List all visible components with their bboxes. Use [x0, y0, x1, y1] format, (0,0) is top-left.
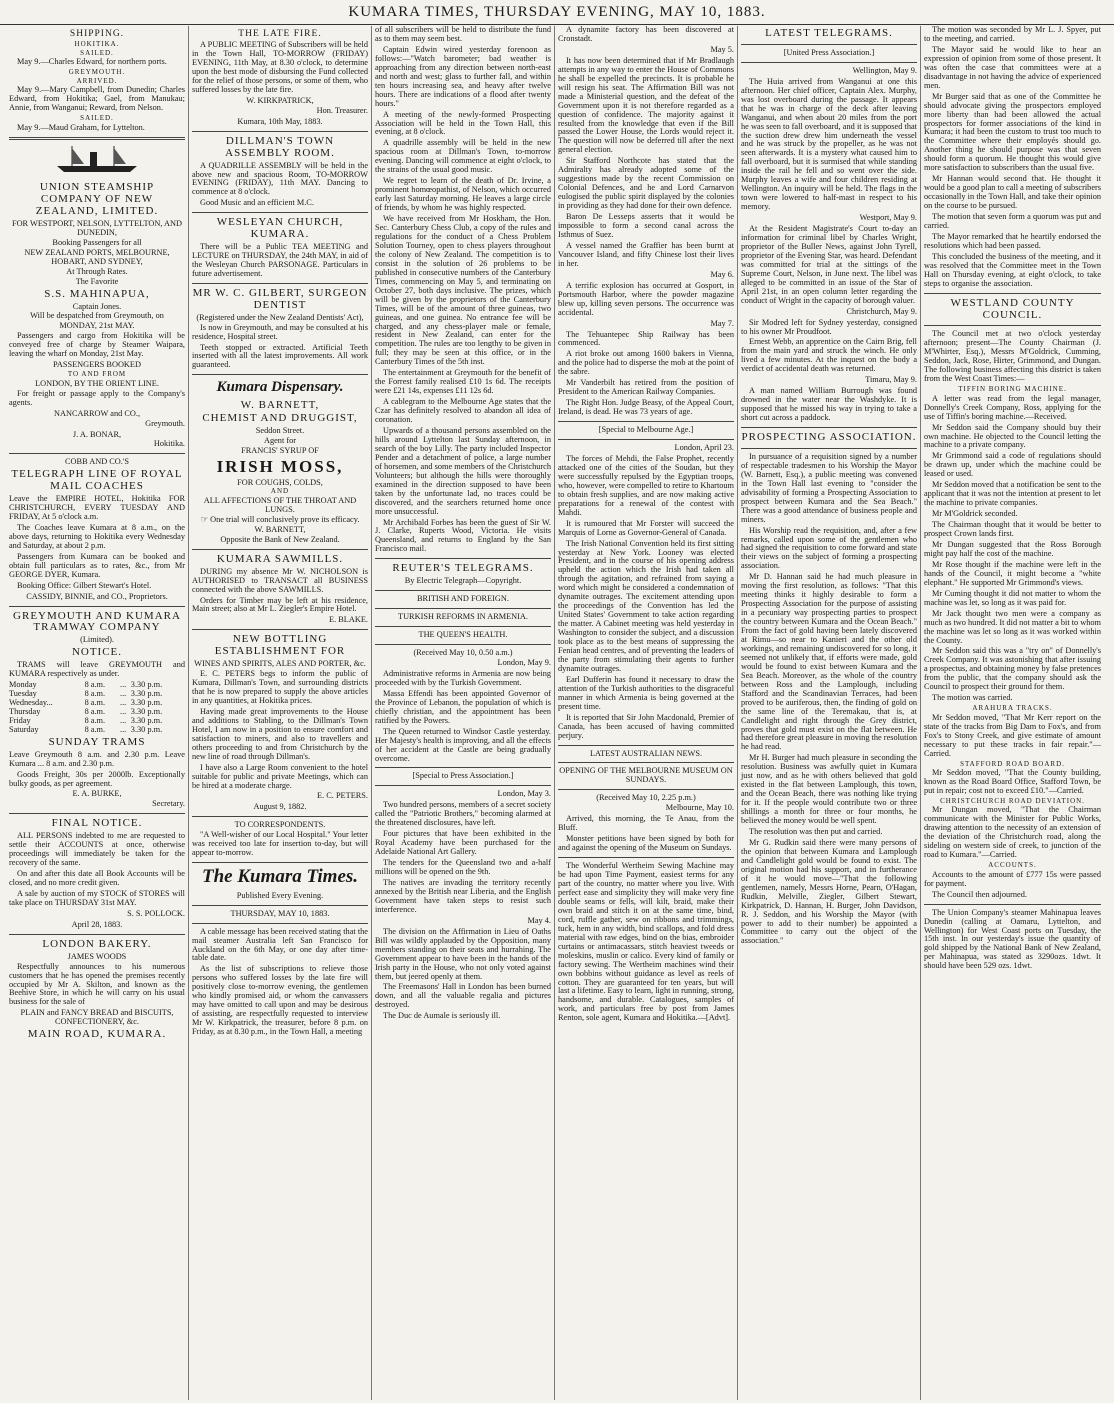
- paragraph: DURING my absence Mr W. NICHOLSON is AUTHORISED to TRANSACT all BUSINESS connected with the above SAWMILLS.: [192, 566, 368, 594]
- text: Captain Jones.: [72, 301, 122, 311]
- paragraph: Monster petitions have been signed by both for and against the opening of the Museum on Sundays.: [558, 834, 734, 853]
- union-title: UNION STEAMSHIP COMPANY OF NEW ZEALAND, LIMITED.: [35, 181, 159, 218]
- cell: ...: [120, 724, 127, 734]
- paragraph: The division on the Affirmation in Lieu of Oaths Bill was wildly applauded by the Opposition, many members standing on their seats and hurrahing. The Government appear to have been in the hands of the Irish party in the House, who not only voted against them, but jeered openly at them.: [375, 926, 551, 981]
- irish-moss-heading: IRISH MOSS,: [216, 457, 344, 477]
- divider: [9, 934, 185, 935]
- paragraph: A dynamite factory has been discovered at Cronstadt.: [558, 26, 734, 43]
- text: W. BARNETT,: [240, 398, 320, 411]
- newspaper-page: [6, 26, 1108, 1400]
- paragraph: The motion was carried.: [932, 693, 1013, 703]
- paragraph: Four pictures that have been exhibited in the Royal Academy have been purchased for the Adelaide National Art Gallery.: [375, 829, 551, 857]
- paragraph: A sale by auction of my STOCK of STORES will take place on THURSDAY 31st MAY.: [9, 888, 185, 907]
- paragraph: Mr D. Hannan said he had much pleasure in moving the first resolution, as follows: "That this meeting thinks it highly desirable to form a Prospecting Association for the purpose of assisting in a pecuniary way prospecting parties to prospect the country between Kumara and the Ocean Beach." From the fact of gold having been lately discovered at Rimu—so near to Kanieri and the other old workings, and remaining undiscovered for so long, it seemed not unlikely that, if efforts were made, gold would be found to exist between Kumara and the Sea Beach. Moreover, as the whole of the country between Ross and the Lamplough, including Stafford and the Scandinavian Terraces, had been proved to be auriferous, then, the finding of gold on the same line of the Teremakau, that is, at Candlelight and right through the Grey district, proves that gold must exist on the flat between. He had therefore great pleasure in moving the resolution he had read.: [741, 572, 917, 752]
- text: [Special to Melbourne Age.]: [598, 425, 694, 435]
- text: August 9, 1882.: [253, 802, 307, 812]
- subheading: CHRISTCHURCH ROAD DEVIATION.: [940, 796, 1085, 805]
- paragraph: His Worship read the requisition, and, after a few remarks, called upon some of the gentlemen who had signed the requisition to come forward and state their views on the subject of forming a prospecting association.: [741, 525, 917, 571]
- paper-title: The Kumara Times.: [201, 866, 359, 888]
- divider: [192, 212, 368, 213]
- divider: [375, 590, 551, 591]
- paragraph: The Right Hon. Judge Beasy, of the Appeal Court, Ireland, is dead. He was 73 years of age.: [558, 398, 734, 417]
- subheading: SAILED.: [80, 114, 114, 123]
- paragraph: Baron De Lesseps asserts that it would be impossible to form a second canal across the Isthmus of Suez.: [558, 212, 734, 239]
- text: W. BARNETT,: [254, 524, 306, 534]
- text: AND: [270, 487, 290, 496]
- divider: [375, 626, 551, 627]
- cell: 8 a.m.: [84, 689, 106, 699]
- subheading: ARAHURA TRACKS.: [972, 704, 1053, 713]
- paragraph: Two hundred persons, members of a secret society called the "Patriotic Brothers," becoming alarmed at the threatened disclosures, have left.: [375, 800, 551, 828]
- paragraph: The motion was seconded by Mr L. J. Spyer, put to the meeting, and carried.: [924, 26, 1101, 43]
- divider: [192, 923, 368, 924]
- subheading: STAFFORD ROAD BOARD.: [960, 759, 1065, 768]
- dispensary-heading: Kumara Dispensary.: [216, 379, 344, 396]
- divider: [558, 857, 734, 858]
- subheading: HOKITIKA.: [74, 40, 120, 49]
- paragraph: The resolution was then put and carried.: [749, 827, 883, 836]
- tram-title: GREYMOUTH AND KUMARA TRAMWAY COMPANY: [13, 609, 181, 634]
- text: BRITISH AND FOREIGN.: [417, 594, 509, 604]
- cell: Saturday: [9, 724, 39, 734]
- column-2: [189, 26, 372, 1400]
- paragraph: It is rumoured that Mr Forster will succeed the Marquis of Lorne as Governor-General of Canada.: [558, 518, 734, 537]
- divider: [924, 904, 1101, 905]
- paragraph: In pursuance of a requisition signed by a number of respectable tradesmen to his Worship the Mayor (W. Barnett, Esq.), a public meeting was convened in the Town Hall last evening to "consider the advisability of forming a Prospecting Association to prospect between Kumara and the Sea Beach." There was a good attendance of business people and miners.: [741, 451, 917, 524]
- paragraph: Mr Seddon moved that a notification be sent to the applicant that it was not the intention at present to let the machine to private companies.: [924, 480, 1101, 508]
- paragraph: Arrived, this morning, the Te Anau, from the Bluff.: [558, 814, 734, 833]
- divider: [558, 745, 734, 746]
- sunday-heading: SUNDAY TRAMS: [48, 735, 146, 748]
- paragraph: Sir Stafford Northcote has stated that the Admiralty has already adopted some of the suggestions made by the recent Commission on Colonial Defences, and he and Lord Carnarvon eulogised the public spirit displayed by the colonies in providing as they had done for their own defence.: [558, 156, 734, 211]
- paragraph: Earl Dufferin has found it necessary to draw the attention of the Turkish authorities to the disgraceful manner in which Armenia is being governed at the present time.: [558, 674, 734, 711]
- cell: 8 a.m.: [84, 724, 106, 734]
- text: [Special to Press Association.]: [412, 771, 514, 781]
- paragraph: Upwards of a thousand persons assembled on the hills around Lyttelton last Sunday afternoon, in search of the boy Lilly. The party included Inspector Pender and a detachment of police, a large number of horsemen, and some members of the Christchurch Volunteers; but although the hills were thoroughly examined in the direction supposed to have been taken by the unfortunate lad, no traces could be discovered, and the searchers returned home once more unsuccessful.: [375, 425, 551, 516]
- notice-heading: NOTICE.: [71, 646, 123, 659]
- dateline: Timaru, May 9.: [865, 375, 917, 385]
- text: S. S. POLLOCK.: [127, 908, 185, 918]
- paragraph: For freight or passage apply to the Company's agents.: [9, 388, 185, 407]
- cell: 3.30 p.m.: [130, 697, 163, 707]
- paragraph: Passengers from Kumara can be booked and obtain full particulars as to rates, &c., from Mr GEORGE DYER, Kumara.: [9, 551, 185, 579]
- paragraph: We have received from Mr Hoskham, the Hon. Sec. Canterbury Chess Club, a copy of the rules and regulations for the conduct of a Chess Problem Solution Tourney, open to chess players throughout the colony of New Zealand. The competition is to consist in the solution of 26 problems to be published in consecutive numbers of the Canterbury Times, commencing on May 5, and terminating on October 27, both days inclusive. The prizes, which will be given by the proprietors of the Canterbury Times, will be of the amount of three guineas, two guineas, and one guinea. No entrance fee will be charged, and any chess-player male or female, resident in New Zealand, can enter for the competition. The rules are too lengthy to be given in full; they may be seen at this office, or in the Canterbury Times of the 5th inst.: [375, 214, 551, 367]
- divider: [558, 789, 734, 790]
- text: Seddon Street.: [255, 426, 305, 436]
- text: NANCARROW and CO.,: [53, 408, 141, 418]
- text: (Received May 10, 0.50 a.m.): [413, 648, 513, 658]
- text: LONDON, BY THE ORIENT LINE.: [35, 378, 159, 388]
- column-3: [372, 26, 555, 1400]
- paragraph: Good Music and an efficient M.C.: [200, 198, 314, 208]
- text: FOR WESTPORT, NELSON, LYTTELTON, AND DUNEDIN,: [11, 218, 183, 237]
- column-6: [921, 26, 1104, 1400]
- late-fire-heading: THE LATE FIRE.: [238, 29, 322, 39]
- paragraph: A riot broke out among 1600 bakers in Vienna, and the police had to disperse the mob at the point of the sabre.: [558, 349, 734, 377]
- subheading: TIFFIN BORING MACHINE.: [958, 385, 1067, 394]
- paragraph: Teeth stopped or extracted. Artificial Teeth inserted with all the latest improvements. All work guaranteed.: [192, 342, 368, 370]
- cell: ...: [120, 680, 127, 690]
- text: W. KIRKPATRICK,: [246, 95, 314, 105]
- correspondents-heading: TO CORRESPONDENTS.: [234, 820, 326, 830]
- paragraph: A cablegram to the Melbourne Age states that the Czar has definitely resolved to abandon all idea of coronation.: [375, 397, 551, 425]
- cell: 3.30 p.m.: [130, 706, 163, 716]
- paragraph: The Union Company's steamer Mahinapua leaves Dunedin (calling at Oamaru, Lyttelton, and Wellington) for West Coast ports on Tuesday, the 15th inst. In our yesterday's issue the quantity of gold shipped by the National Bank of New Zealand, per Mahinapua, was stated as 3290ozs. 1dwt. It should have been 529 ozs. 1dwt.: [924, 907, 1101, 971]
- divider: [192, 131, 368, 132]
- paragraph: Mr Dungan moved, "That the Chairman communicate with the Minister for Public Works, drawing attention to the necessity of an extension of the deviation of the Christchurch road, along the sideling on western side of creek, to junction of the road to Kumara."—Carried.: [924, 805, 1101, 860]
- cell: 3.30 p.m.: [130, 715, 163, 725]
- text: CASSIDY, BINNIE, and CO., Proprietors.: [26, 591, 168, 601]
- paragraph: May 9.—Charles Edward, for northern ports.: [17, 57, 167, 67]
- paragraph: The Chairman thought that it would be better to prospect Crown lands first.: [924, 520, 1101, 539]
- steamship-icon: [9, 144, 185, 180]
- dateline: May 5.: [710, 44, 734, 54]
- cell: Friday: [9, 715, 31, 725]
- paragraph: Ernest Webb, an apprentice on the Cairn Brig, fell from the main yard and struck the winch. He only lived a few minutes. At the inquest on the body a verdict of accidental death was returned.: [741, 337, 917, 374]
- reuter-heading: REUTER'S TELEGRAMS.: [392, 562, 534, 575]
- divider: [192, 905, 368, 906]
- paragraph: Accounts to the amount of £777 15s were passed for payment.: [924, 869, 1101, 888]
- text: Kumara, 10th May, 1883.: [237, 116, 323, 126]
- text: Hon. Treasurer.: [316, 105, 368, 115]
- subheading: SAILED.: [80, 48, 114, 57]
- text: Will be despatched from Greymouth, on: [30, 311, 164, 321]
- divider: [558, 439, 734, 440]
- australian-news-heading: LATEST AUSTRALIAN NEWS.: [589, 748, 703, 758]
- text: TURKISH REFORMS IN ARMENIA.: [398, 612, 528, 622]
- text: PLAIN and FANCY BREAD and BISCUITS, CONFECTIONERY, &c.: [20, 1008, 174, 1027]
- text: CHEMIST AND DRUGGIST,: [202, 412, 358, 425]
- text: (Received May 10, 2.25 p.m.): [596, 793, 696, 803]
- cell: ...: [120, 706, 127, 716]
- divider: [9, 606, 185, 607]
- text: FRANCIS' SYRUP OF: [241, 446, 319, 456]
- county-council-heading: WESTLAND COUNTY COUNCIL.: [950, 296, 1075, 321]
- text: OPENING OF THE MELBOURNE MUSEUM ON SUNDAYS.: [559, 766, 733, 785]
- ship-name: S.S. MAHINAPUA,: [44, 287, 150, 300]
- paragraph: Mr Seddon moved, "That the County building, known as the Road Board Office, Stafford Town, be put in repair; cost not to exceed £10."—Carried.: [924, 768, 1101, 795]
- text: WINES AND SPIRITS, ALES AND PORTER, &c.: [194, 659, 366, 669]
- paragraph: Mr M'Goldrick seconded.: [932, 509, 1018, 519]
- paragraph: ALL PERSONS indebted to me are requested to settle their ACCOUNTS at once, otherwise proceedings will immediately be taken for the recovery of the same.: [9, 831, 185, 868]
- text: Booking Passengers for all: [52, 237, 142, 247]
- text: MONDAY, 21st MAY.: [59, 321, 135, 331]
- divider: [192, 816, 368, 817]
- cell: Monday: [9, 680, 37, 690]
- paragraph: There will be a Public TEA MEETING and LECTURE on THURSDAY, the 24th MAY, in aid of the Wesleyan Church PARSONAGE. Particulars in future advertisement.: [192, 242, 368, 278]
- text: COBB AND CO.'S: [65, 457, 129, 467]
- paragraph: Mr Jack thought two men were a company as much as two hundred. It did not matter a bit to whom the machine was let so long as it was worked within the County.: [924, 608, 1101, 645]
- dateline: Wellington, May 9.: [852, 65, 917, 75]
- paragraph: Mr Seddon said this was a "try on" of Donnelly's Creek Company. It was astonishing that after issuing a prospectus, and obtaining money by false pretences from the public, that the company should ask the Council to prospect their ground for them.: [924, 646, 1101, 692]
- dillman-heading: DILLMAN'S TOWN ASSEMBLY ROOM.: [225, 134, 335, 159]
- dateline: Christchurch, May 9.: [846, 306, 917, 316]
- paragraph: The Duc de Aumale is seriously ill.: [383, 1011, 501, 1021]
- text: THE QUEEN'S HEALTH.: [418, 630, 508, 640]
- paragraph: Mr Seddon said the Company should buy their own machine. He objected to the Council letting the machine to a private company.: [924, 422, 1101, 450]
- divider: [192, 629, 368, 630]
- paragraph: This concluded the business of the meeting, and it was resolved that the Committee meet in the Town Hall on Thursday evening, at eight o'clock, to take steps to organise the association.: [924, 251, 1101, 288]
- subheading: ARRIVED.: [76, 76, 118, 85]
- paragraph: Respectfully announces to his numerous customers that he has opened the premises recently occupied by Mr A. Skilton, and known as the Beehive Store, in which he will carry on his usual business for the sale of: [9, 961, 185, 1007]
- divider: [741, 44, 917, 45]
- column-5: [738, 26, 921, 1400]
- address: MAIN ROAD, KUMARA.: [27, 1028, 167, 1041]
- text: Agent for: [263, 436, 297, 446]
- divider: [375, 767, 551, 768]
- divider: [192, 374, 368, 375]
- paragraph: Leave the EMPIRE HOTEL, Hokitika FOR CHRISTCHURCH, EVERY TUESDAY AND FRIDAY, At 5 o'clock a.m.: [9, 494, 185, 522]
- paragraph: Passengers and cargo from Hokitika will be conveyed free of charge by Steamer Waipara, leaving the wharf on Monday, 21st May.: [9, 331, 185, 359]
- divider: [192, 862, 368, 863]
- subheading: GREYMOUTH.: [68, 68, 126, 77]
- dateline: Westport, May 9.: [859, 213, 917, 223]
- divider: [924, 293, 1101, 294]
- paragraph: Mr Hannan would second that. He thought it would be a good plan to call a meeting of subscribers occasionally in the Town Hall, and take their opinion on the course to be pursued.: [924, 174, 1101, 211]
- divider: [741, 62, 917, 63]
- paragraph: The forces of Mehdi, the False Prophet, recently attacked one of the cities of the Soudan, but they were successfully repulsed by the Egyptian troops, who, however, were compelled to retire to Khartoum to obtain fresh supplies, and are now making active preparations for a renewal of the contest with Mahdi.: [558, 453, 734, 517]
- paragraph: TRAMS will leave GREYMOUTH and KUMARA respectively as under.: [9, 660, 185, 679]
- cell: 8 a.m.: [84, 706, 106, 716]
- paragraph: At the Resident Magistrate's Court to-day an information for criminal libel by Charles Wright, proprietor of the Buller News, against John Tyrell, proprietor of the Evening Star, was heard. Defendant was committed for trial at the sittings of the Supreme Court, Nelson, in June next. The libel was alleged to be committed in an issue of the Star of April 21st, in an open column letter regarding the conduct of Wright in the capacity of borough valuer.: [741, 224, 917, 305]
- column-1: [6, 26, 189, 1400]
- tram-table: [9, 681, 185, 735]
- divider: [375, 608, 551, 609]
- table-row: [9, 726, 185, 735]
- cell: ...: [120, 715, 127, 725]
- paragraph: of all subscribers will be held to distribute the fund as to them may seem best.: [375, 26, 551, 43]
- cell: 3.30 p.m.: [130, 724, 163, 734]
- paragraph: The Council then adjourned.: [932, 889, 1027, 899]
- paragraph: Administrative reforms in Armenia are now being proceeded with by the Turkish Government.: [375, 668, 551, 687]
- paragraph: A quadrille assembly will be held in the new spacious room at Dillman's Town, to-morrow evening. Dancing will commence at eight o'clock, to the strains of the usual good music.: [375, 138, 551, 175]
- paragraph: The Queen returned to Windsor Castle yesterday. Her Majesty's health is improving, and all the effects of her accident at the Castle are being gradually overcome.: [375, 726, 551, 763]
- paragraph: Mr Dungan suggested that the Ross Borough might pay half the cost of the machine.: [924, 540, 1101, 558]
- text: Published Every Evening.: [236, 890, 324, 900]
- pointing-hand-icon: ☞: [200, 514, 211, 524]
- text: The Favorite: [75, 276, 119, 286]
- paragraph: The Huia arrived from Wanganui at one this afternoon. Her chief officer, Captain Alex. Murphy, was lost overboard during the passage. It appears that he was in charge of the deck after leaving Wanganui, and when about 20 miles from the port he was seen to fall overboard, and it is supposed that the suction drew drew him underneath the vessel and he was struck by the propeller, as he was not seen afterwards. It is a mystery what caused him to fall overboard, but it is surmised that while standing inside the rail he fell and so went over the side. Murphy leaves a wife and four children residing at Wellington. An inquiry will be held. The flags in the town were lowered to half-mast in respect to his memory.: [741, 76, 917, 212]
- cell: 3.30 p.m.: [130, 680, 163, 690]
- text: NEW ZEALAND PORTS, MELBOURNE, HOBART, AND SYDNEY,: [24, 247, 170, 266]
- paragraph: It is reported that Sir John Macdonald, Premier of Canada, has been accused of having committed perjury.: [558, 712, 734, 740]
- paragraph: A letter was read from the legal manager, Donnelly's Creek Company, Ross, applying for the use of Tiffin's boring machine.—Received.: [924, 393, 1101, 421]
- paragraph: E. C. PETERS begs to inform the public of Kumara, Dillman's Town, and surrounding districts that he is now prepared to supply the above articles in any quantities, at Hokitika prices.: [192, 669, 368, 705]
- paragraph: Sir Modred left for Sydney yesterday, consigned to his owner Mr Proudfoot.: [741, 317, 917, 336]
- cell: ...: [120, 689, 127, 699]
- text: JAMES WOODS: [67, 951, 127, 961]
- paragraph: We regret to learn of the death of Dr. Irvine, a prominent homœopathist, of Nelson, which occurred early last Saturday morning. He leaves a large circle of friends, by whom he was highly respected.: [375, 176, 551, 213]
- paragraph: Mr Seddon moved, "That Mr Kerr report on the state of the tracks from Big Dam to Fox's, and from Fox's to Stony Creek, and give estimate of amount necessary to put these tracks in fair repair."—Carried.: [924, 712, 1101, 758]
- london-bakery-heading: LONDON BAKERY.: [42, 937, 152, 950]
- paragraph: Is now in Greymouth, and may be consulted at his residence, Hospital street.: [192, 322, 368, 341]
- paragraph: May 9.—Maud Graham, for Lyttelton.: [17, 122, 145, 132]
- paragraph: Captain Edwin wired yesterday forenoon as follows:—"Watch barometer; bad weather is approaching from any direction between north-east and north and west; glass to further fall, and within ten hours increasing sea, and heavy after twelve hours. There are indications of a flood after twenty hours.": [375, 44, 551, 108]
- paragraph: As the list of subscriptions to relieve those persons who suffered losses by the late fire will positively close to-morrow evening, the gentlemen who kindly promised aid, or whom the canvassers may have omitted to call upon and may be desirous of assisting, are respectfully requested to interview Mr W. Kirkpatrick, the treasurer, before 8 p.m. on Friday, as at 8.30 p.m., in the Town Hall, a meeting: [192, 964, 368, 1037]
- paragraph: Mr G. Rudkin said there were many persons of the opinion that between Kumara and Lamplough and Candlelight gold would be found to exist. The original motion had his support, and in furtherance of it he would move—"That the following gentlemen, namely, Messrs Horne, Pearn, O'Hagan, Rudkin, Melville, Ziegler, Gilbert Stewart, Kirkpatrick, D. Hannan, H. Burger, John Davidson, R. J. Seddon, and his Worship the Mayor (with power to add to their number) be appointed a Committee to carry out the object of the association.": [741, 837, 917, 946]
- divider: [741, 448, 917, 449]
- latest-telegrams-heading: LATEST TELEGRAMS.: [765, 27, 893, 39]
- dateline: London, May 3.: [497, 789, 551, 799]
- cell: Tuesday: [9, 689, 37, 699]
- text: Hokitika.: [153, 439, 185, 449]
- paragraph: The Irish National Convention held its first sitting yesterday at New York. Looney was elected President, and in the course of his opening address upheld the action which the Irish had taken all through the agitation, and refrained from saying a word which might be considered a condemnation of dynamite outrages. The excitement attending upon the proceedings of the Convention has led the United States' Government to take action regarding the matter. A Cabinet meeting was held yesterday in Washington to consider the subject, and a discussion took place as to the best means of suppressing the Fenian head centres, and of preventing the leaders of the party from stimulating their agents to further dynamite outrages.: [558, 538, 734, 673]
- text: April 28, 1883.: [71, 919, 123, 929]
- text: PASSENGERS BOOKED: [53, 360, 141, 370]
- final-notice-heading: FINAL NOTICE.: [51, 817, 143, 830]
- shipping-heading: SHIPPING.: [69, 29, 125, 39]
- cell: 8 a.m.: [84, 715, 106, 725]
- paragraph: A QUADRILLE ASSEMBLY will be held in the above new and spacious Room, TO-MORROW EVENING (FRIDAY), 11th MAY. Dancing to commence at 8 o'clock.: [192, 160, 368, 197]
- cell: ...: [120, 697, 127, 707]
- paragraph: Mr Archibald Forbes has been the guest of Sir W. J. Clarke, Ruperts Wood, Victoria. He visits Queensland, and returns to England by the San Francisco mail.: [375, 517, 551, 554]
- dateline: London, May 9.: [497, 657, 551, 667]
- paragraph: The Mayor remarked that he heartily endorsed the resolutions which had been passed.: [924, 231, 1101, 250]
- cell: 3.30 p.m.: [130, 689, 163, 699]
- paragraph: Mr Grimmond said a code of regulations should be drawn up, under which the machine could be leased or used.: [924, 451, 1101, 479]
- paragraph: The tenders for the Queensland two and a-half millions will be opened on the 9th.: [375, 858, 551, 877]
- divider: [558, 421, 734, 422]
- paragraph: Mr Cuming thought it did not matter to whom the machine was let, so long as it was paid for.: [924, 588, 1101, 607]
- paragraph: The Wonderful Wertheim Sewing Machine may be had upon Time Payment, easiest terms for any part of the country, no matter where you live. With perfect ease and simplicity they will make very fine double seams or fells, will kilt, braid, make their own braid and stitch it on at the same time, bind, cord, ruffle gather, sew on ribbons and trimmings, tuck, hem in any width, bind scallops, and fold dress material with raw edges, bind on the bias, embroider curtains or antimacassars, stitch heaviest tweeds or moleskins, muslin or calico. Every kind of family or factory sewing. The Wertheim machines wind their own bobbins without guidance as level as reels of cotton. They are guaranteed for ten years, but will last a lifetime. Easy to learn, light in running, strong, handsome, and durable. Catalogues, samples of work, and particulars free by post from James Renton, sole agent, Kumara and Hokitika.—[Advt].: [558, 861, 734, 1023]
- paragraph: Booking Office: Gilbert Stewart's Hotel.: [17, 580, 152, 590]
- text: (Limited).: [80, 635, 114, 645]
- paragraph: The Freemasons' Hall in London has been burned down, and all the valuable regalia and pictures destroyed.: [375, 982, 551, 1010]
- paragraph: A cable message has been received stating that the mail steamer Australia left San Francisco for Auckland on the 6th May, or one day after time-table date.: [192, 926, 368, 963]
- text: THURSDAY, MAY 10, 1883.: [230, 908, 330, 918]
- subheading: TO AND FROM: [67, 370, 127, 379]
- text: E. BLAKE.: [329, 615, 368, 625]
- cell: Thursday: [9, 706, 41, 716]
- paragraph: A man named William Burrough was found drowned in the water near the Washdyke. It is supposed that he missed his way in trying to take a short cut across a paddock.: [741, 386, 917, 423]
- text: One trial will conclusively prove its efficacy.: [210, 514, 360, 524]
- paragraph: The natives are invading the territory recently annexed by the British near Liberia, and the English Government have taken steps to resist such interference.: [375, 877, 551, 914]
- paragraph: The Mayor said he would like to hear an expression of opinion from some of those present. It was often the case that committees were at a disadvantage in not having the advice of experienced men.: [924, 44, 1101, 90]
- text: Opposite the Bank of New Zealand.: [220, 534, 340, 544]
- wesleyan-heading: WESLEYAN CHURCH, KUMARA.: [216, 216, 344, 241]
- paragraph: Massa Effendi has been appointed Governor of the Province of Lebanon, the population of which is chiefly christian, and the appointment has been ratified by the Powers.: [375, 688, 551, 725]
- divider: [375, 785, 551, 786]
- dateline: London, April 23.: [674, 443, 734, 453]
- text: ALL AFFECTIONS OF THE THROAT AND LUNGS.: [203, 496, 357, 514]
- paragraph: The Tehuantepec Ship Railway has been commenced.: [558, 329, 734, 348]
- paragraph: A terrific explosion has occurred at Gosport, in Portsmouth Harbor, where the powder magazine blew up, killing seven persons. The occurrence was accidental.: [558, 280, 734, 317]
- paragraph: Orders for Timber may be left at his residence, Main street; also at Mr L. Ziegler's Empire Hotel.: [192, 595, 368, 614]
- divider: [192, 283, 368, 284]
- subheading: ACCOUNTS.: [988, 861, 1037, 870]
- paragraph: "A Well-wisher of our Local Hospital." Your letter was received too late for insertion to-day, but will appear to-morrow.: [192, 830, 368, 858]
- cell: 8 a.m.: [84, 680, 106, 690]
- text: J. A. BONAR,: [72, 429, 122, 439]
- paragraph: The Council met at two o'clock yesterday afternoon; present—The County Chairman (J. M'Whirter, Esq.), Messrs M'Goldrick, Cumming, Seddon, Jack, Rose, Hirter, Grimmond, and Dungan. The following business affecting this district is taken from the West Coast Times:—: [924, 329, 1101, 384]
- bottling-heading: NEW BOTTLING ESTABLISHMENT FOR: [214, 633, 346, 658]
- paragraph: A meeting of the newly-formed Prospecting Association will be held in the Town Hall, this evening, at 8 o'clock.: [375, 109, 551, 137]
- paragraph: Mr Rose thought if the machine were left in the hands of the Council, it might become a "white elephant." He supported Mr Grimmond's views.: [924, 559, 1101, 587]
- dateline: Melbourne, May 10.: [665, 803, 734, 813]
- paragraph: Having made great improvements to the House and additions to Stabling, to the Dillman's Town Hotel, I am now in a position to ensure comfort and satisfaction to miners, and also to travellers and others proceeding to and from Christchurch by the new line of road through Dillman's.: [192, 706, 368, 761]
- paragraph: I have also a Large Room convenient to the hotel suitable for public and private Meetings, which can be hired at a moderate charge.: [192, 762, 368, 790]
- paragraph: Leave Greymouth 8 a.m. and 2.30 p.m. Leave Kumara ... 8 a.m. and 2.30 p.m.: [9, 749, 185, 768]
- paragraph: Mr H. Burger had much pleasure in seconding the resolution. Business was awfully quiet in Kumara just now, and as he with others believed that gold existed in the flat between Lamplough, this town, and the Ocean Beach, there was nothing like trying for it. If the people would contribute two or three shillings a month for three or four months, he believed the money would be well spent.: [741, 753, 917, 826]
- cell: Wednesday...: [9, 697, 53, 707]
- divider: [375, 644, 551, 645]
- trial-line: [192, 516, 368, 525]
- paragraph: It has now been determined that if Mr Bradlaugh attempts in any way to enter the House of Commons he shall be expelled the precincts. It is probable he will resign his seat. The Affirmation Bill was not made a Ministerial question, and the defeat of the Government upon it is not therefore regarded as a question of confidence. The majority against it resulted from the knowledge that even if the Bill passed the Lower House, the Lords would reject it. The question will now be deferred till after the next general election.: [558, 55, 734, 155]
- paragraph: Mr Burger said that as one of the Committee he should advocate giving the prospectors employed more liberty than had been allowed the actual prospectors for former associations of the kind in Kumara; it had been the custom to trust too much to the Committee where their employés should go. Another thing he should purpose was that seven should form a quorum. He thought this would give more satisfaction to subscribers than the usual five.: [924, 91, 1101, 173]
- text: By Electric Telegraph—Copyright.: [404, 576, 522, 586]
- divider: [924, 325, 1101, 326]
- masthead: KUMARA TIMES, THURSDAY EVENING, MAY 10, 1883.: [0, 0, 1114, 25]
- text: E. C. PETERS.: [317, 791, 368, 801]
- paragraph: Mr Vanderbilt has retired from the position of President to the American Railway Companies.: [558, 378, 734, 397]
- text: Secretary.: [152, 799, 185, 809]
- dateline: May 6.: [710, 269, 734, 279]
- divider: [375, 558, 551, 559]
- cobb-title: TELEGRAPH LINE OF ROYAL MAIL COACHES: [11, 468, 183, 493]
- paragraph: The entertainment at Greymouth for the benefit of the Forrest family realised £10 1s 6d. The receipts were £21 14s, expenses £11 12s 6d.: [375, 368, 551, 396]
- divider: [9, 453, 185, 454]
- text: E. A. BURKE,: [72, 789, 122, 799]
- paragraph: May 9.—Mary Campbell, from Dunedin; Charles Edward, from Hokitika; Gael, from Manukau; Annie, from Wanganui; Reward, from Nelson.: [9, 85, 185, 113]
- dateline: May 7.: [710, 318, 734, 328]
- gilbert-heading: MR W. C. GILBERT, SURGEON DENTIST: [192, 286, 368, 311]
- divider: [741, 427, 917, 428]
- prospecting-heading: PROSPECTING ASSOCIATION.: [741, 431, 917, 444]
- divider: [9, 813, 185, 814]
- paragraph: The motion that seven form a quorum was put and carried.: [924, 212, 1101, 231]
- divider: [558, 762, 734, 763]
- paragraph: The Coaches leave Kumara at 8 a.m., on the above days, returning to Hokitika every Wednesday and Saturday, at about 2 p.m.: [9, 522, 185, 550]
- text: At Through Rates.: [66, 266, 128, 276]
- dateline: May 4.: [527, 915, 551, 925]
- paragraph: A vessel named the Graffier has been burnt at Vancouver Island, and fifty Chinese lost their lives in her.: [558, 240, 734, 268]
- paragraph: On and after this date all Book Accounts will be closed, and no more credit given.: [9, 869, 185, 888]
- cell: 8 a.m.: [84, 697, 106, 707]
- paragraph: A PUBLIC MEETING of Subscribers will be held in the Town Hall, TO-MORROW (FRIDAY) EVENING, 11th May, at 8.30 o'clock, to determine upon the best mode of disbursing the Fund collected for the relief of those persons, or some of them, who suffered losses by the late fire.: [192, 40, 368, 95]
- text: [United Press Association.]: [783, 47, 875, 57]
- column-4: [555, 26, 738, 1400]
- sawmills-heading: KUMARA SAWMILLS.: [216, 552, 344, 565]
- text: Greymouth.: [145, 418, 185, 428]
- divider: [9, 137, 185, 140]
- text: FOR COUGHS, COLDS,: [237, 477, 323, 487]
- text: (Registered under the New Zealand Dentists' Act),: [196, 312, 364, 322]
- paragraph: Goods Freight, 30s per 2000lb. Exceptionally bulky goods, as per agreement.: [9, 769, 185, 788]
- divider: [192, 549, 368, 550]
